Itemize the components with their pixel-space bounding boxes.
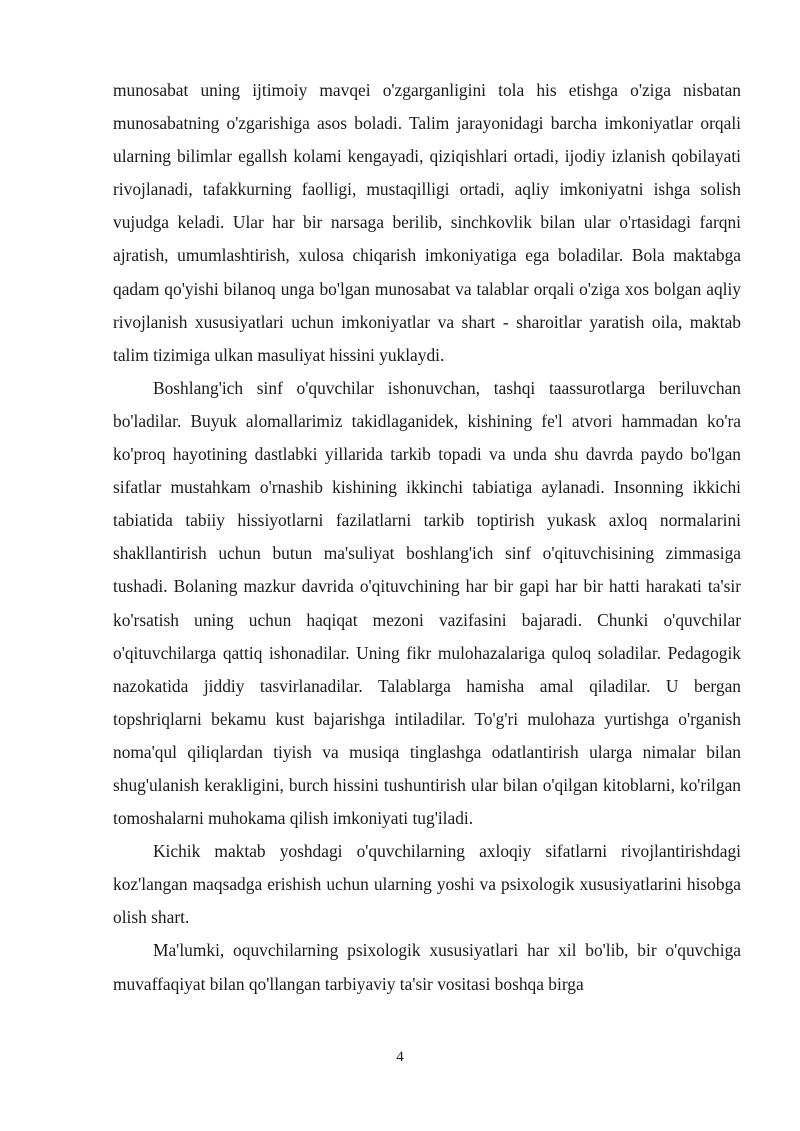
page-number: 4	[396, 1049, 404, 1065]
paragraph-continuation: munosabat uning ijtimoiy mavqei o'zgarganligini tola his etishga o'ziga nisbatan munosabatning o'zgarishiga asos boladi. Talim jarayonidagi barcha imkoniyatlar orqali ularning bilimlar egallsh kolami kengayadi, qiziqishlari ortadi, ijodiy izlanish qobilayati rivojlanadi, tafakkurning faolligi, mustaqilligi ortadi, aqliy imkoniyatni ishga solish vujudga keladi. Ular har bir narsaga berilib, sinchkovlik bilan ular o'rtasidagi farqni ajratish, umumlashtirish, xulosa chiqarish imkoniyatiga ega boladilar. Bola maktabga qadam qo'yishi bilanoq unga bo'lgan munosabat va talablar orqali o'ziga xos bolgan aqliy rivojlanish xususiyatlari uchun imkoniyatlar va shart - sharoitlar yaratish oila, maktab talim tizimiga ulkan masuliyat hissini yuklaydi.	[113, 80, 741, 365]
paragraph-psychological-traits: Ma'lumki, oquvchilarning psixologik xususiyatlari har xil bo'lib, bir o'quvchiga muvaffaqiyat bilan qo'llangan tarbiyaviy ta'sir vositasi boshqa birga	[113, 940, 741, 994]
paragraph-primary-pupils: Boshlang'ich sinf o'quvchilar ishonuvchan, tashqi taassurotlarga beriluvchan bo'ladilar. Buyuk alomallarimiz takidlaganidek, kishining fe'l atvori hammadan ko'ra ko'proq hayotining dastlabki yillarida tarkib topadi va unda shu davrda paydo bo'lgan sifatlar mustahkam o'rnashib kishining ikkinchi tabiatiga aylanadi. Insonning ikkichi tabiatida tabiiy hissiyotlarni fazilatlarni tarkib toptirish yukask axloq normalarini shakllantirish uchun butun ma'suliyat boshlang'ich sinf o'qituvchisining zimmasiga tushadi. Bolaning mazkur davrida o'qituvchining har bir gapi har bir hatti harakati ta'sir ko'rsatish uning uchun haqiqat mezoni vazifasini bajaradi. Chunki o'quvchilar o'qituvchilarga qattiq ishonadilar. Uning fikr mulohazalariga quloq soladilar. Pedagogik nazokatida jiddiy tasvirlanadilar. Talablarga hamisha amal qiladilar. U bergan topshriqlarni bekamu kust bajarishga intiladilar. To'g'ri mulohaza yurtishga o'rganish noma'qul qiliqlardan tiyish va musiqa tinglashga odatlantirish ularga nimalar bilan shug'ulanish kerakligini, burch hissini tushuntirish ular bilan o'qilgan kitoblarni, ko'rilgan tomoshalarni muhokama qilish imkoniyati tug'iladi.	[113, 377, 741, 829]
body-text	[113, 74, 741, 1001]
paragraph-age-psychology: Kichik maktab yoshdagi o'quvchilarning axloqiy sifatlarni rivojlantirishdagi koz'langan maqsadga erishish uchun ularning yoshi va psixologik xususiyatlarini hisobga olish shart.	[113, 841, 741, 928]
